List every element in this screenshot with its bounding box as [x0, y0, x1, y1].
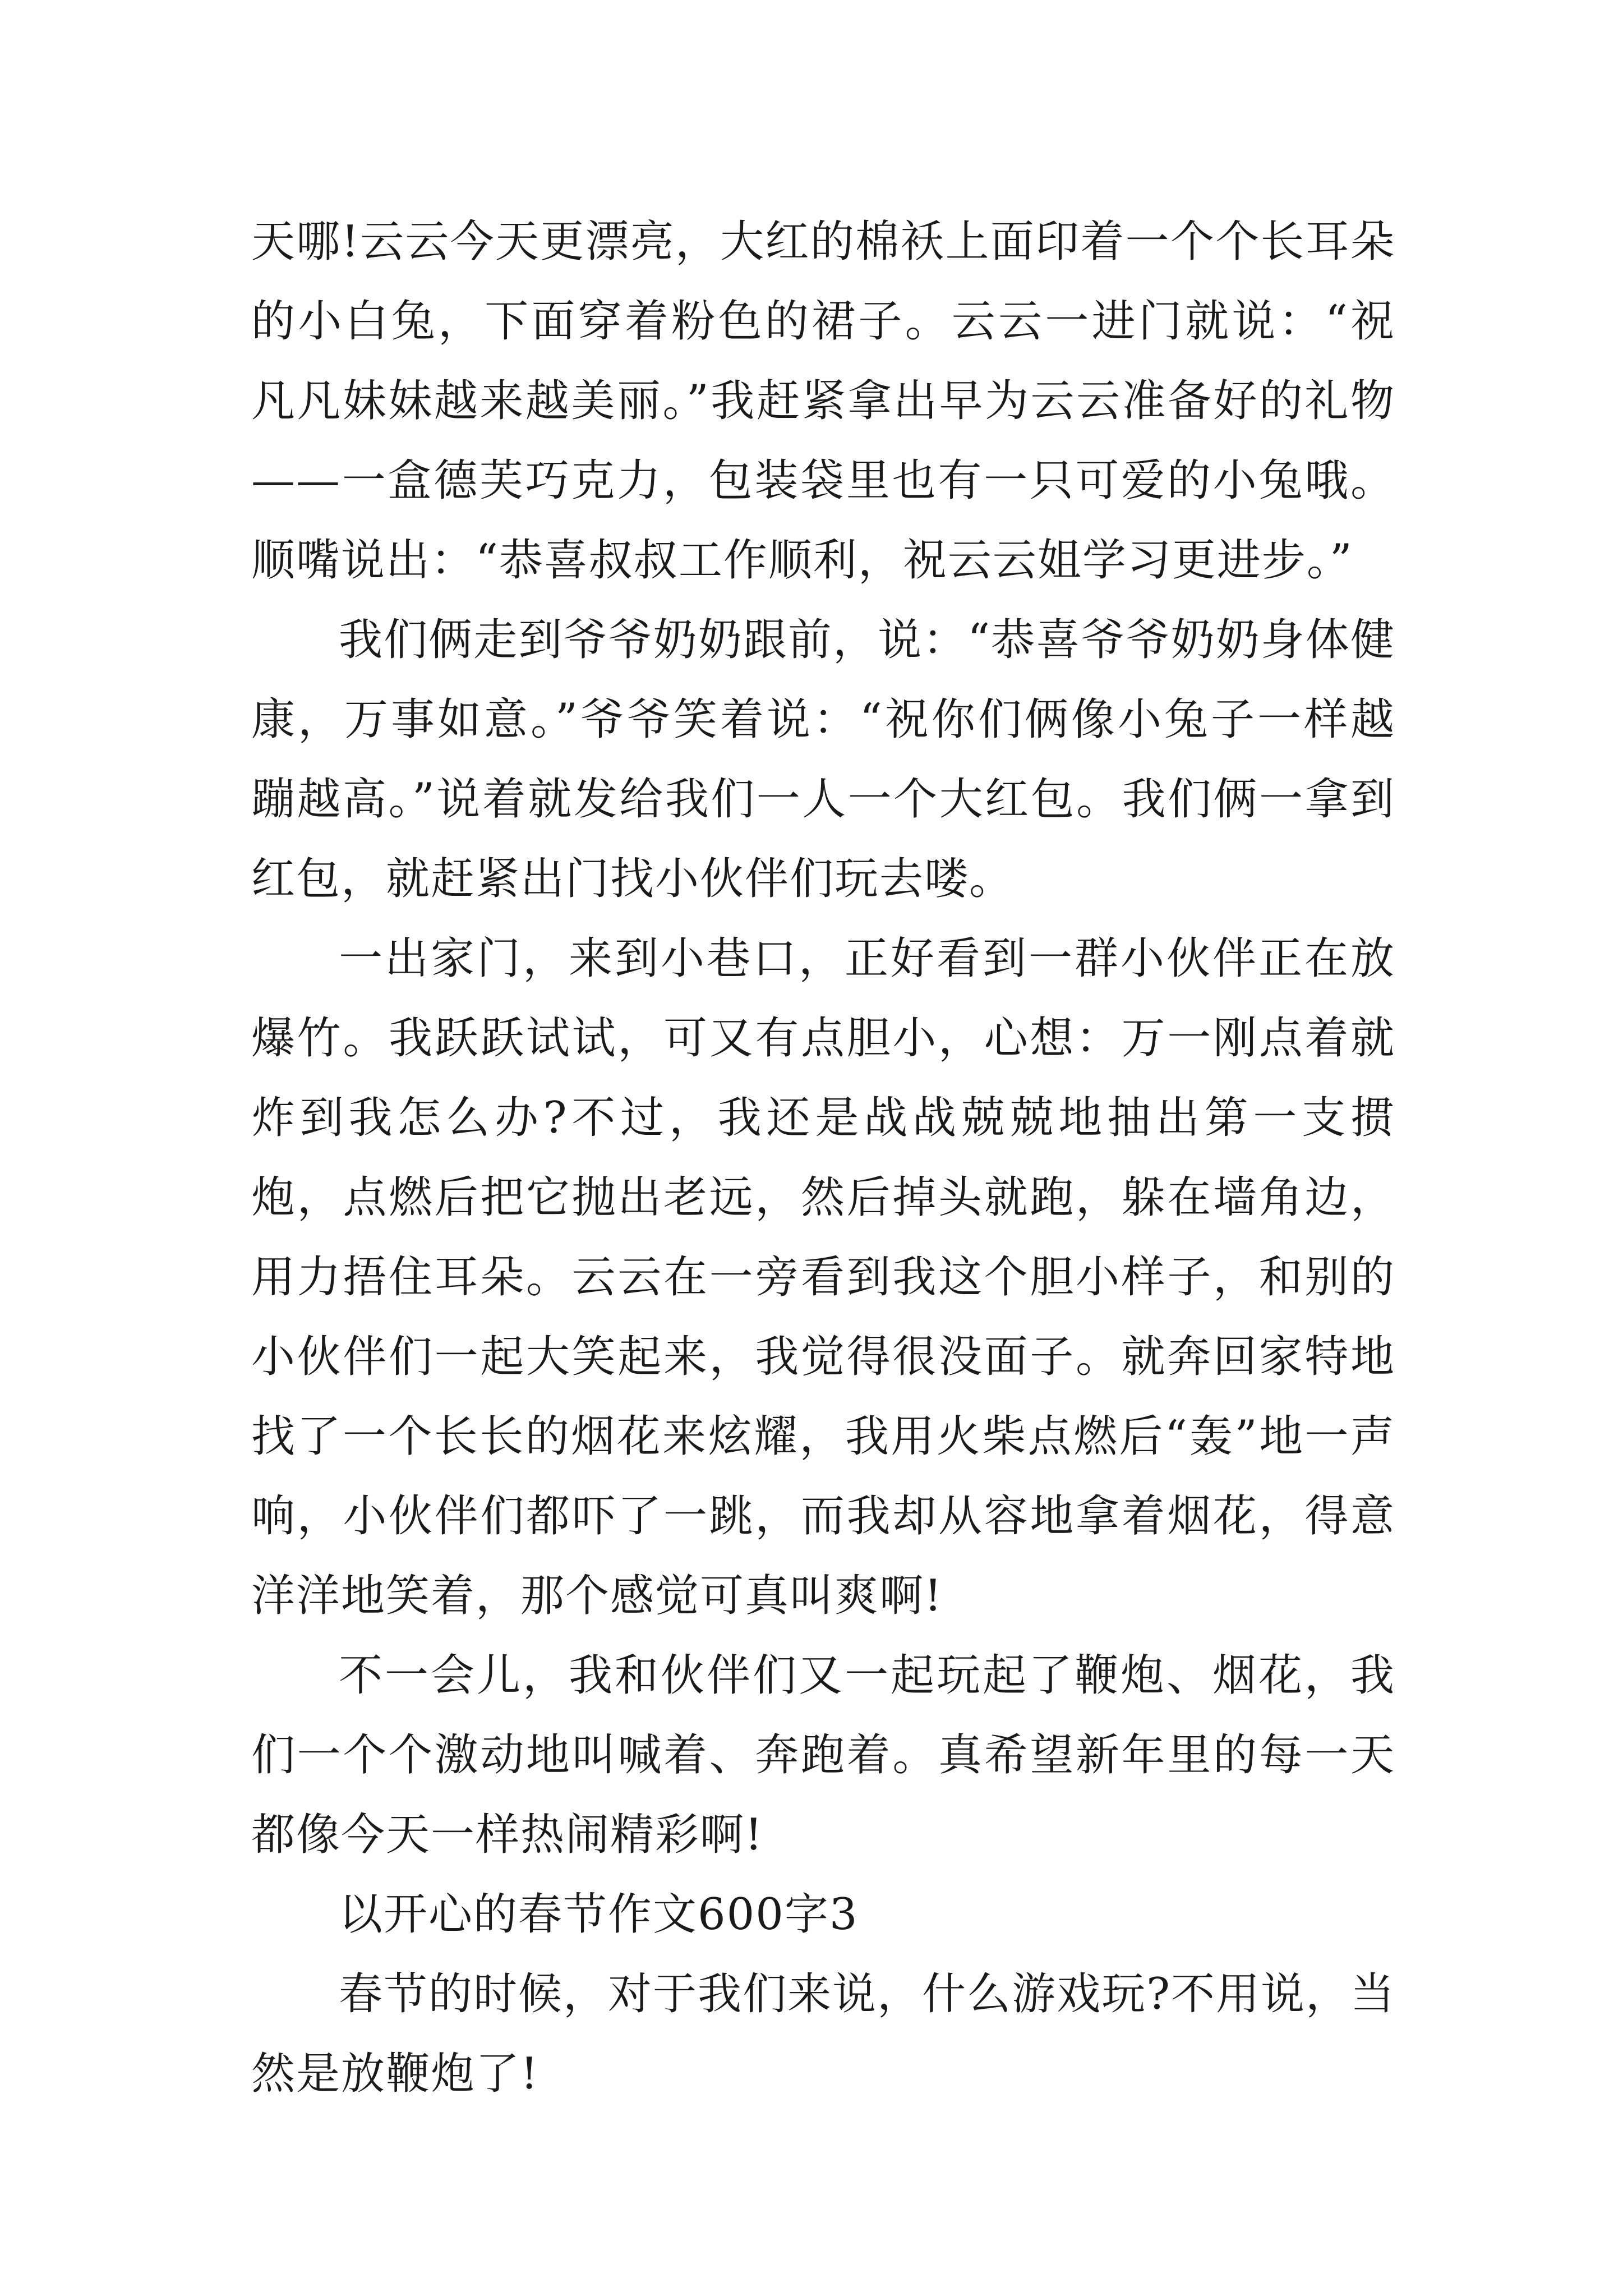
paragraph-4: 不一会儿，我和伙伴们又一起玩起了鞭炮、烟花，我们一个个激动地叫喊着、奔跑着。真希望新年里的每一天都像今天一样热闹精彩啊! [251, 1650, 1395, 1860]
document-body [251, 202, 1395, 2114]
section-heading: 以开心的春节作文600字3 [339, 1889, 859, 1940]
paragraph-3: 一出家门，来到小巷口，正好看到一群小伙伴正在放爆竹。我跃跃试试，可又有点胆小，心想：万一刚点着就炸到我怎么办?不过，我还是战战兢兢地抽出第一支掼炮，点燃后把它抛出老远，然后掉头就跑，躲在墙角边，用力捂住耳朵。云云在一旁看到我这个胆小样子，和别的小伙伴们一起大笑起来，我觉得很没面子。就奔回家特地找了一个长长的烟花来炫耀，我用火柴点燃后“轰”地一声响，小伙伴们都吓了一跳，而我却从容地拿着烟花，得意洋洋地笑着，那个感觉可真叫爽啊! [251, 933, 1395, 1621]
paragraph-2: 我们俩走到爷爷奶奶跟前，说：“恭喜爷爷奶奶身体健康，万事如意。”爷爷笑着说：“祝你们俩像小兔子一样越蹦越高。”说着就发给我们一人一个大红包。我们俩一拿到红包，就赶紧出门找小伙伴们玩去喽。 [251, 615, 1395, 904]
paragraph-1: 天哪!云云今天更漂亮，大红的棉袄上面印着一个个长耳朵的小白兔，下面穿着粉色的裙子。云云一进门就说：“祝凡凡妹妹越来越美丽。”我赶紧拿出早为云云准备好的礼物——一盒德芙巧克力，包装袋里也有一只可爱的小兔哦。顺嘴说出：“恭喜叔叔工作顺利，祝云云姐学习更进步。” [251, 217, 1395, 586]
paragraph-5: 春节的时候，对于我们来说，什么游戏玩?不用说，当然是放鞭炮了! [251, 1969, 1395, 2099]
